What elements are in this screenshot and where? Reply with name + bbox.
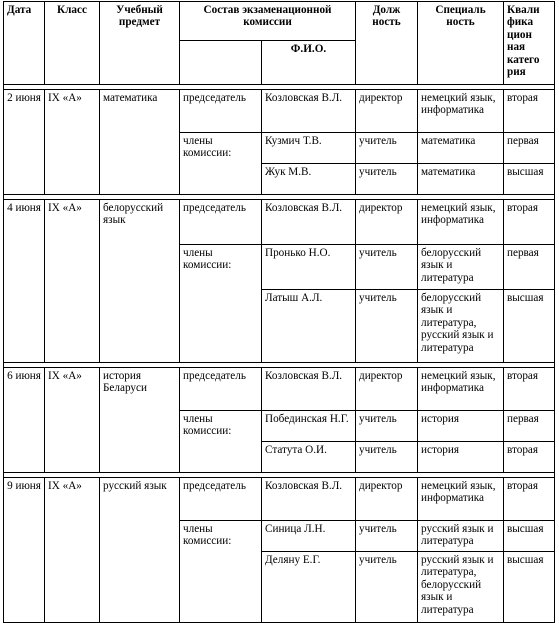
member-role: члены комиссии: xyxy=(180,411,262,473)
member-role: члены комиссии: xyxy=(180,245,262,363)
member-role: председатель xyxy=(180,368,262,411)
member-specialty: белорусский язык и литература, русский язык и литература xyxy=(418,290,504,363)
exam-subject: белорусский язык xyxy=(100,200,180,363)
member-position: учитель xyxy=(356,521,418,552)
member-name: Деляну Е.Г. xyxy=(262,552,356,623)
member-specialty: немецкий язык, информатика xyxy=(418,478,504,521)
member-specialty: история xyxy=(418,411,504,442)
member-position: директор xyxy=(356,368,418,411)
member-category: вторая xyxy=(504,478,555,521)
member-name: Козловская В.Л. xyxy=(262,90,356,133)
member-specialty: русский язык и литературa, белорусский язык и литература xyxy=(418,552,504,623)
exam-commission-table xyxy=(3,1,555,623)
header-specialty: Специаль ность xyxy=(418,2,504,85)
member-name: Козловская В.Л. xyxy=(262,368,356,411)
header-date: Дата xyxy=(4,2,45,85)
exam-date: 9 июня xyxy=(4,478,45,623)
exam-subject: история Беларуси xyxy=(100,368,180,473)
member-name: Кузмич Т.В. xyxy=(262,133,356,164)
member-name: Козловская В.Л. xyxy=(262,478,356,521)
member-role: члены комиссии: xyxy=(180,521,262,623)
member-category: первая xyxy=(504,411,555,442)
member-category: вторая xyxy=(504,442,555,473)
member-position: директор xyxy=(356,90,418,133)
table-row xyxy=(4,478,555,521)
header-fio: Ф.И.О. xyxy=(262,41,356,85)
exam-subject: русский язык xyxy=(100,478,180,623)
member-category: первая xyxy=(504,133,555,164)
member-category: высшая xyxy=(504,290,555,363)
header-class: Класс xyxy=(45,2,100,85)
member-name: Синица Л.Н. xyxy=(262,521,356,552)
exam-date: 2 июня xyxy=(4,90,45,195)
member-category: вторая xyxy=(504,368,555,411)
member-position: директор xyxy=(356,200,418,245)
header-row xyxy=(4,2,555,41)
header-position: Долж ность xyxy=(356,2,418,85)
member-position: учитель xyxy=(356,164,418,195)
member-category: вторая xyxy=(504,90,555,133)
member-name: Жук М.В. xyxy=(262,164,356,195)
exam-class: IX «А» xyxy=(45,478,100,623)
header-subject: Учебный предмет xyxy=(100,2,180,85)
member-category: первая xyxy=(504,245,555,290)
exam-class: IX «А» xyxy=(45,200,100,363)
member-category: высшая xyxy=(504,164,555,195)
member-specialty: математика xyxy=(418,133,504,164)
member-role: председатель xyxy=(180,90,262,133)
exam-date: 6 июня xyxy=(4,368,45,473)
member-role: председатель xyxy=(180,478,262,521)
exam-class: IX «А» xyxy=(45,368,100,473)
member-specialty: немецкий язык, информатика xyxy=(418,90,504,133)
member-role: члены комиссии: xyxy=(180,133,262,195)
member-category: высшая xyxy=(504,552,555,623)
member-category: высшая xyxy=(504,521,555,552)
member-position: учитель xyxy=(356,552,418,623)
member-specialty: немецкий язык, информатика xyxy=(418,200,504,245)
member-specialty: белорусский язык и литература xyxy=(418,245,504,290)
member-specialty: история xyxy=(418,442,504,473)
header-commission: Состав экзаменационной комиссии xyxy=(180,2,356,41)
member-specialty: русский язык и литература xyxy=(418,521,504,552)
member-position: учитель xyxy=(356,411,418,442)
header-category: Квали фика цион ная катего рия xyxy=(504,2,555,85)
member-specialty: математика xyxy=(418,164,504,195)
member-position: учитель xyxy=(356,133,418,164)
member-position: учитель xyxy=(356,290,418,363)
member-position: учитель xyxy=(356,442,418,473)
member-name: Латыш А.Л. xyxy=(262,290,356,363)
table-row xyxy=(4,200,555,245)
header-role-blank xyxy=(180,41,262,85)
exam-subject: математика xyxy=(100,90,180,195)
member-name: Козловская В.Л. xyxy=(262,200,356,245)
member-category: вторая xyxy=(504,200,555,245)
exam-class: IX «А» xyxy=(45,90,100,195)
member-specialty: немецкий язык, информатика xyxy=(418,368,504,411)
table-row xyxy=(4,368,555,411)
member-role: председатель xyxy=(180,200,262,245)
member-name: Пронько Н.О. xyxy=(262,245,356,290)
member-name: Статута О.И. xyxy=(262,442,356,473)
member-position: учитель xyxy=(356,245,418,290)
member-name: Побединская Н.Г. xyxy=(262,411,356,442)
table-row xyxy=(4,90,555,133)
member-position: директор xyxy=(356,478,418,521)
exam-date: 4 июня xyxy=(4,200,45,363)
